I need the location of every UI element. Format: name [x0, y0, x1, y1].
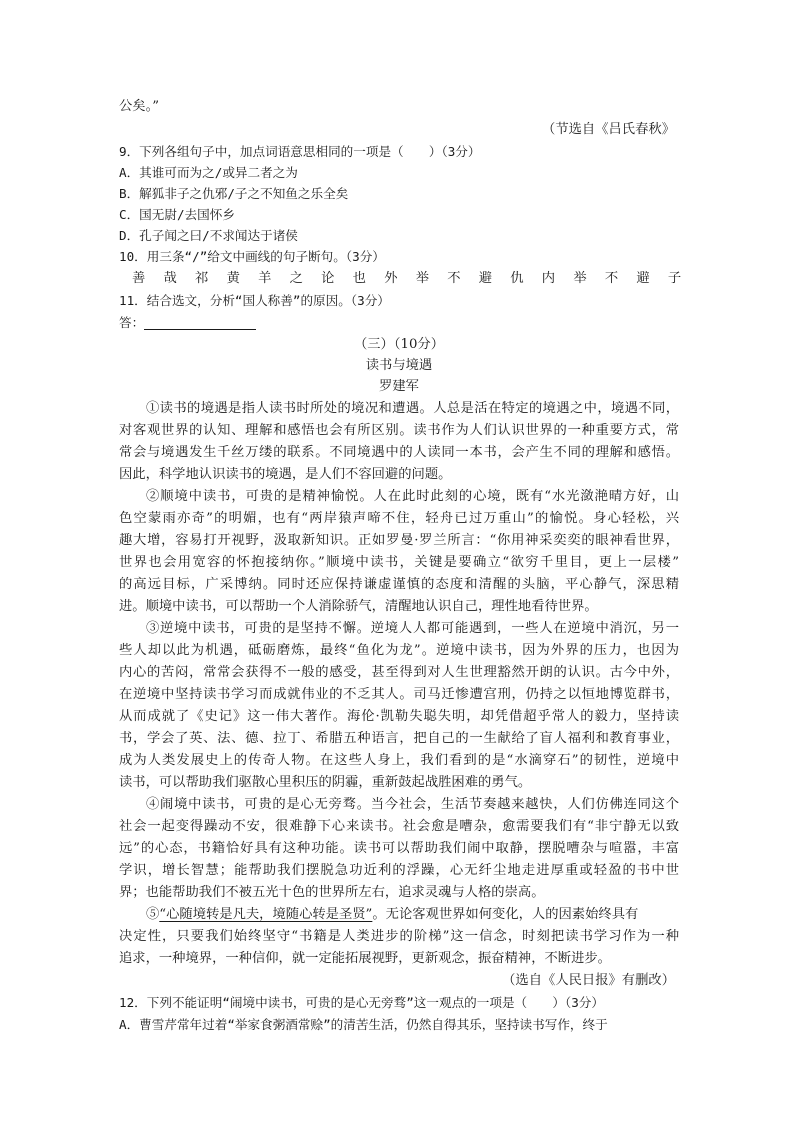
source-citation: （节选自《吕氏春秋》 [542, 122, 675, 137]
paragraph-4-line: 学识，增长智慧；能帮助我们摆脱急功近利的浮躁，心无纤尘地走进厚重或轻盈的书中世 [119, 863, 679, 878]
paragraph-2-line: 进。顺境中读书，可以帮助一个人消除骄气，清醒地认识自己，理性地看待世界。 [119, 599, 598, 614]
paragraph-1-line: 常会与境遇发生千丝万缕的联系。不同境遇中的人读同一本书，会产生不同的理解和感悟。 [119, 445, 679, 460]
paragraph-3-line: 在逆境中坚持读书学习而成就伟业的不乏其人。司马迁惨遭宫刑，仍持之以恒地博览群书， [119, 687, 679, 702]
underlined-quote: “心随境转是凡夫，境随心转是圣贤” [159, 907, 373, 922]
paragraph-4-line: 界；也能帮助我们不被五光十色的世界所左右，追求灵魂与人格的崇高。 [119, 885, 545, 900]
paragraph-3-line: 书，学会了英、法、德、拉丁、希腊五种语言，把自己的一生献给了盲人福利和教育事业， [119, 731, 679, 746]
paragraph-1-line: 对客观世界的认知、理解和感悟也会有所区别。读书作为人们认识世界的一种重要方式，常 [119, 423, 679, 438]
paragraph-2-line: 色空蒙雨亦奇”的明媚，也有“两岸猿声啼不住，轻舟已过万重山”的愉悦。身心轻松，兴 [119, 511, 679, 526]
question-9-option-d: D．孔子闻之曰/不求闻达于诸侯 [119, 228, 298, 243]
question-9-option-a: A．其谁可而为之/或异二者之为 [119, 165, 298, 180]
paragraph-4-line: 远”的心态，书籍恰好具有这种功能。读书可以帮助我们闹中取静，摆脱嘈杂与喧嚣，丰富 [119, 841, 679, 856]
question-10: 10．用三条“/”给文中画线的句子断句。（3分） [119, 249, 385, 264]
section-heading: （三）（10分） [353, 337, 445, 352]
question-12: 12．下列不能证明“闹境中读书，可贵的是心无旁骛”这一观点的一项是（ ）（3分） [119, 995, 604, 1010]
paragraph-3-line: 从而成就了《史记》这一伟大著作。海伦·凯勒失聪失明，却凭借超乎常人的毅力，坚持读 [119, 709, 679, 724]
question-9: 9．下列各组句子中，加点词语意思相同的一项是（ ）（3分） [119, 144, 481, 159]
paragraph-5-line: 决定性，只要我们始终坚守“书籍是人类进步的阶梯”这一信念，时刻把读书学习作为一种 [119, 929, 679, 944]
paragraph-5-line [146, 904, 679, 925]
paragraph-1-line: ①读书的境遇是指人读书时所处的境况和遭遇。人总是活在特定的境遇之中，境遇不同， [146, 401, 679, 416]
article-title: 读书与境遇 [365, 358, 433, 373]
question-11: 11．结合选文，分析“国人称善”的原因。（3分） [119, 293, 390, 308]
paragraph-3-line: 些人却以此为机遇，砥砺磨炼，最终“鱼化为龙”。逆境中读书，因为外界的压力，也因为 [119, 643, 679, 658]
question-10-sentence: 善 哉 祁 黄 羊 之 论 也 外 举 不 避 仇 内 举 不 避 子 [132, 271, 689, 286]
answer-line [119, 312, 679, 333]
paragraph-3-line: 内心的苦闷，常常会获得不一般的感受，甚至得到对人生世理豁然开朗的认识。古今中外， [119, 665, 679, 680]
paragraph-5-number: ⑤ [146, 907, 160, 922]
article-source: （选自《人民日报》有删改） [502, 973, 675, 988]
paragraph-5-line: 追求，一种境界，一种信仰，就一定能拓展视野，更新观念，振奋精神，不断进步。 [119, 951, 611, 966]
passage-end-line: 公矣。” [119, 99, 160, 114]
paragraph-4-line: ④闹境中读书，可贵的是心无旁骛。当今社会，生活节奏越来越快，人们仿佛连同这个 [146, 797, 679, 812]
question-9-option-b: B．解狐非子之仇邪/子之不知鱼之乐全矣 [119, 186, 349, 201]
question-9-option-c: C．国无尉/去国怀乡 [119, 207, 235, 222]
paragraph-2-line: 趣大增，容易打开视野，汲取新知识。正如罗曼·罗兰所言：“你用神采奕奕的眼神看世界， [119, 533, 679, 548]
article-author: 罗建军 [379, 379, 419, 394]
paragraph-2-line: 世界也会用宽容的怀抱接纳你。”顺境中读书，关键是要确立“欲穷千里目，更上一层楼” [119, 555, 679, 570]
question-12-option-a: A．曹雪芹常年过着“举家食粥酒常赊”的清苦生活，仍然自得其乐，坚持读书写作，终于 [119, 1017, 608, 1032]
paragraph-3-line: ③逆境中读书，可贵的是坚持不懈。逆境人人都可能遇到，一些人在逆境中消沉，另一 [146, 621, 679, 636]
paragraph-1-line: 因此，科学地认识读书的境遇，是人们不容回避的问题。 [119, 467, 452, 482]
answer-label: 答： [119, 315, 145, 330]
paragraph-2-line: 的高远目标，广采博纳。同时还应保持谦虚谨慎的态度和清醒的头脑，平心静气，深思精 [119, 577, 679, 592]
paragraph-3-line: 成为人类发展史上的传奇人物。在这些人身上，我们看到的是“水滴穿石”的韧性，逆境中 [119, 753, 679, 768]
paragraph-5-text: 。无论客观世界如何变化，人的因素始终具有 [372, 907, 639, 922]
paragraph-2-line: ②顺境中读书，可贵的是精神愉悦。人在此时此刻的心境，既有“水光潋滟晴方好，山 [146, 489, 679, 504]
paragraph-4-line: 社会一起变得躁动不安，很难静下心来读书。社会愈是嘈杂，愈需要我们有“非宁静无以致 [119, 819, 679, 834]
paragraph-3-line: 读书，可以帮助我们驱散心里积压的阴霾，重新鼓起战胜困难的勇气。 [119, 775, 532, 790]
answer-blank[interactable] [144, 315, 256, 330]
